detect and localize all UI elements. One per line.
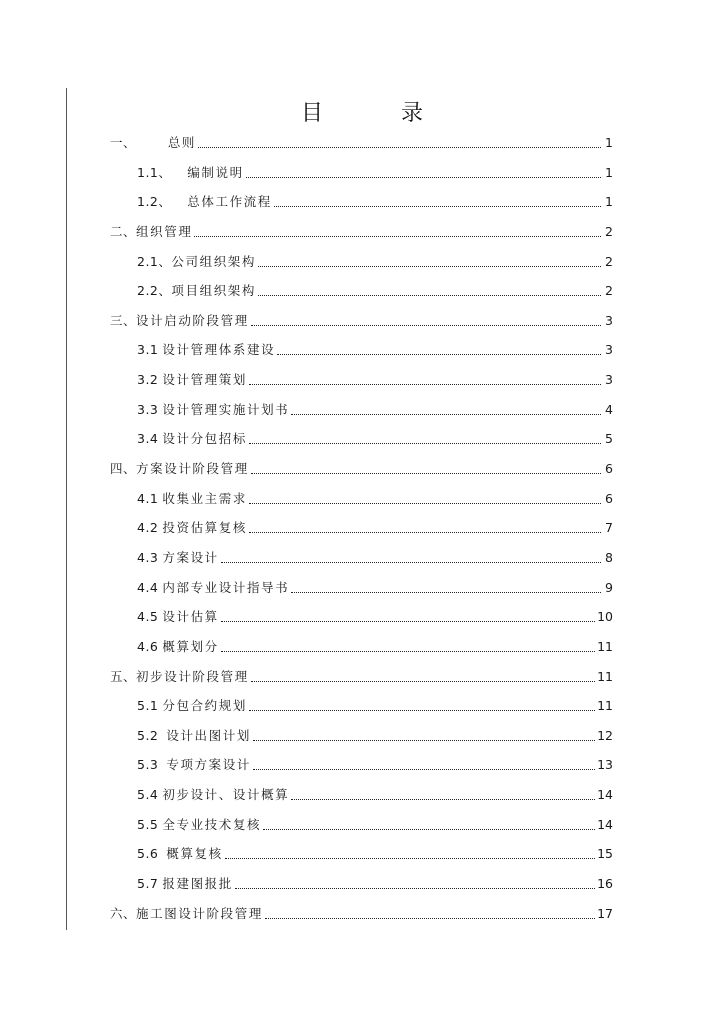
toc-entry[interactable] [137,401,613,419]
toc-entry-title: 项目组织架构 [171,283,256,298]
toc-page-number: 1 [605,165,613,180]
toc-entry-number: 1.2、 [137,194,172,209]
toc-page-number: 9 [605,580,613,595]
toc-entry[interactable] [137,490,613,508]
toc-dot-leader [291,413,601,415]
toc-entry-number: 2.1、 [137,254,172,269]
toc-entry-number: 二、 [110,224,137,239]
toc-dot-leader [258,265,601,267]
toc-entry-spacing [158,756,166,774]
toc-entry-number: 5.3 [137,757,159,772]
toc-entry-number: 5.1 [137,698,159,713]
toc-page-number: 1 [605,194,613,209]
toc-entry[interactable] [137,727,613,745]
toc-entry[interactable] [137,430,613,448]
toc-dot-leader [225,857,595,859]
toc-dot-leader [258,294,601,296]
toc-entry-title: 初步设计、设计概算 [162,787,290,802]
toc-entry[interactable] [137,253,613,271]
toc-entry-number: 六、 [110,906,137,921]
toc-page-number: 17 [597,906,613,921]
toc-dot-leader [235,887,595,889]
toc-entry-title: 设计出图计划 [166,728,251,743]
toc-entry-title: 设计管理实施计划书 [162,402,290,417]
toc-page-number: 3 [605,372,613,387]
toc-entry-title: 方案设计阶段管理 [136,461,249,476]
toc-dot-leader [291,591,601,593]
toc-entry[interactable] [110,223,613,241]
toc-page-number: 2 [605,283,613,298]
toc-dot-leader [249,442,601,444]
toc-dot-leader [263,828,595,830]
toc-page-number: 11 [597,698,613,713]
toc-entry[interactable] [137,164,613,182]
toc-dot-leader [277,353,601,355]
toc-entry-title: 初步设计阶段管理 [136,669,249,684]
toc-entry-number: 4.4 [137,580,159,595]
toc-entry[interactable] [137,193,613,211]
toc-entry-number: 四、 [110,461,137,476]
toc-dot-leader [291,798,595,800]
page-title: 目 录 [300,101,451,126]
toc-page-number: 6 [605,491,613,506]
toc-page-number: 3 [605,342,613,357]
toc-page-number: 15 [597,846,613,861]
toc-entry[interactable] [137,786,613,804]
toc-entry-number: 4.5 [137,609,159,624]
toc-entry-title: 收集业主需求 [162,491,247,506]
toc-dot-leader [265,917,595,919]
toc-entry-title: 编制说明 [187,165,244,180]
toc-entry-number: 一、 [110,135,137,150]
toc-page-number: 14 [597,787,613,802]
toc-entry-title: 概算划分 [162,639,219,654]
toc-entry[interactable] [110,668,613,686]
toc-entry-title: 内部专业设计指导书 [162,580,290,595]
toc-entry-title: 组织管理 [136,224,193,239]
toc-entry-spacing [158,845,166,863]
toc-entry-number: 5.4 [137,787,159,802]
toc-dot-leader [249,531,601,533]
toc-entry-title: 设计管理策划 [162,372,247,387]
toc-page-number: 11 [597,639,613,654]
toc-entry-number: 5.6 [137,846,159,861]
toc-dot-leader [249,502,601,504]
toc-entry[interactable] [137,816,613,834]
toc-page-number: 3 [605,313,613,328]
toc-page-number: 14 [597,817,613,832]
toc-page-number: 2 [605,254,613,269]
toc-dot-leader [221,650,595,652]
toc-dot-leader [253,768,595,770]
toc-page-number: 11 [597,669,613,684]
toc-entry-title: 总体工作流程 [187,194,272,209]
toc-entry-number: 2.2、 [137,283,172,298]
toc-entry-number: 3.2 [137,372,159,387]
toc-entry-number: 4.2 [137,520,159,535]
toc-entry-title: 设计估算 [162,609,219,624]
toc-page-number: 16 [597,876,613,891]
toc-entry[interactable] [137,282,613,300]
toc-page-number: 13 [597,757,613,772]
toc-dot-leader [274,205,601,207]
toc-entry-title: 全专业技术复核 [162,817,262,832]
toc-entry[interactable] [110,460,613,478]
toc-page-number: 6 [605,461,613,476]
toc-entry-title: 方案设计 [162,550,219,565]
toc-dot-leader [246,176,601,178]
toc-entry[interactable] [137,371,613,389]
toc-entry[interactable] [110,905,613,923]
toc-entry-title: 总则 [167,135,197,150]
toc-entry-title: 设计启动阶段管理 [136,313,249,328]
toc-entry-spacing [171,164,187,182]
toc-entry-number: 4.6 [137,639,159,654]
toc-entry-number: 3.4 [137,431,159,446]
toc-entry-number: 3.3 [137,402,159,417]
toc-page-number: 8 [605,550,613,565]
toc-dot-leader [198,146,601,148]
toc-entry-title: 设计管理体系建设 [162,342,276,357]
toc-entry-number: 4.1 [137,491,159,506]
toc-entry[interactable] [137,697,613,715]
toc-dot-leader [221,620,595,622]
toc-entry-number: 三、 [110,313,137,328]
toc-entry-title: 投资估算复核 [162,520,247,535]
toc-entry-number: 5.2 [137,728,159,743]
toc-dot-leader [194,235,601,237]
toc-entry[interactable] [137,519,613,537]
toc-entry-number: 5.7 [137,876,159,891]
toc-dot-leader [253,739,595,741]
toc-entry[interactable] [110,312,613,330]
toc-page-number: 1 [605,135,613,150]
toc-page-number: 5 [605,431,613,446]
toc-page-number: 12 [597,728,613,743]
toc-entry-number: 4.3 [137,550,159,565]
toc-entry[interactable] [137,756,613,774]
toc-page-number: 4 [605,402,613,417]
toc-entry-number: 3.1 [137,342,159,357]
toc-entry-title: 施工图设计阶段管理 [136,906,263,921]
toc-dot-leader [221,561,601,563]
toc-entry[interactable] [137,608,613,626]
toc-dot-leader [251,472,601,474]
toc-entry-title: 概算复核 [166,846,223,861]
toc-entry-title: 报建图报批 [162,876,233,891]
toc-dot-leader [251,680,595,682]
toc-entry-spacing [158,727,166,745]
toc-entry-title: 设计分包招标 [162,431,247,446]
toc-entry-spacing [136,134,168,152]
toc-entry-number: 1.1、 [137,165,172,180]
toc-dot-leader [251,324,601,326]
toc-dot-leader [249,709,595,711]
toc-entry-title: 分包合约规划 [162,698,247,713]
toc-entry-spacing [171,193,187,211]
toc-entry[interactable] [137,638,613,656]
toc-entry-title: 专项方案设计 [166,757,251,772]
toc-dot-leader [249,383,601,385]
toc-entry[interactable] [137,579,613,597]
toc-entry[interactable] [137,341,613,359]
toc-page-number: 10 [597,609,613,624]
toc-entry-title: 公司组织架构 [171,254,256,269]
toc-entry-number: 五、 [110,669,137,684]
toc-entry[interactable] [137,845,613,863]
toc-entry-number: 5.5 [137,817,159,832]
toc-page-number: 7 [605,520,613,535]
toc-entry[interactable] [137,875,613,893]
toc-entry[interactable] [137,549,613,567]
toc-entry[interactable] [110,134,613,152]
toc-page-number: 2 [605,224,613,239]
